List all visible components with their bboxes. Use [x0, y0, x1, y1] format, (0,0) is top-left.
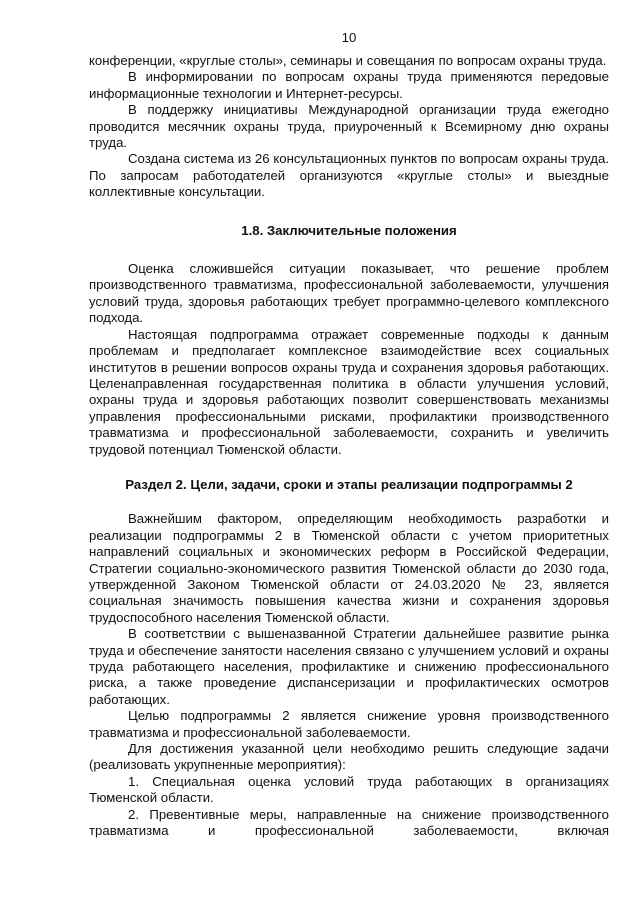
- section-heading: Раздел 2. Цели, задачи, сроки и этапы реализации подпрограммы 2: [125, 476, 573, 492]
- paragraph: В информировании по вопросам охраны труда применяются передовые информационные технологии и Интернет-ресурсы.: [89, 69, 609, 101]
- paragraph-continuation: конференции, «круглые столы», семинары и совещания по вопросам охраны труда.: [89, 53, 607, 68]
- paragraph: Для достижения указанной цели необходимо решить следующие задачи (реализовать укрупненные мероприятия):: [89, 741, 609, 773]
- paragraph: В соответствии с вышеназванной Стратегии дальнейшее развитие рынка труда и обеспечение занятости населения связано с улучшением условий и охраны труда работающего населения, профилактике и снижению профессионального риска, а также проведение диспансеризации и профилактических осмотров работающих.: [89, 626, 609, 707]
- paragraph: Важнейшим фактором, определяющим необходимость разработки и реализации подпрограммы 2 в Тюменской области с учетом приоритетных направлений социальных и экономических реформ в Российской Федерации, Стратегии социально-экономического развития Тюменской области до 2030 года, утвержденной Законом Тюменской области от 24.03.2020 № 23, является социальная значимость повышения качества жизни и сохранения здоровья трудоспособного населения Тюменской области.: [89, 511, 609, 625]
- list-item: 1. Специальная оценка условий труда работающих в организациях Тюменской области.: [89, 773, 609, 806]
- paragraph: Оценка сложившейся ситуации показывает, что решение проблем производственного травматизма, профессиональной заболеваемости, улучшения условий труда, здоровья работающих требует программно-целевого комплексного подхода.: [89, 261, 609, 326]
- paragraph: Настоящая подпрограмма отражает современные подходы к данным проблемам и предполагает комплексное взаимодействие всех социальных институтов в решении вопросов охраны труда и сохранения здоровья работающих. Целенаправленная государственная политика в области улучшения условий, охраны труда и здоровья работающих позволит совершенствовать механизмы управления профессиональными рисками, профилактики производственного травматизма и профессиональной заболеваемости, сохранить и увеличить трудовой потенциал Тюменской области.: [89, 326, 609, 457]
- subsection-heading: 1.8. Заключительные положения: [241, 222, 457, 238]
- page-number: 10: [341, 30, 357, 45]
- paragraph: Целью подпрограммы 2 является снижение уровня производственного травматизма и профессиональной заболеваемости.: [89, 708, 609, 740]
- paragraph: В поддержку инициативы Международной организации труда ежегодно проводится месячник охраны труда, приуроченный к Всемирному дню охраны труда.: [89, 102, 609, 151]
- paragraph: Создана система из 26 консультационных пунктов по вопросам охраны труда. По запросам работодателей организуются «круглые столы» и выездные коллективные консультации.: [89, 151, 609, 200]
- list-item: 2. Превентивные меры, направленные на снижение производственного травматизма и профессиональной заболеваемости, включая: [89, 806, 609, 839]
